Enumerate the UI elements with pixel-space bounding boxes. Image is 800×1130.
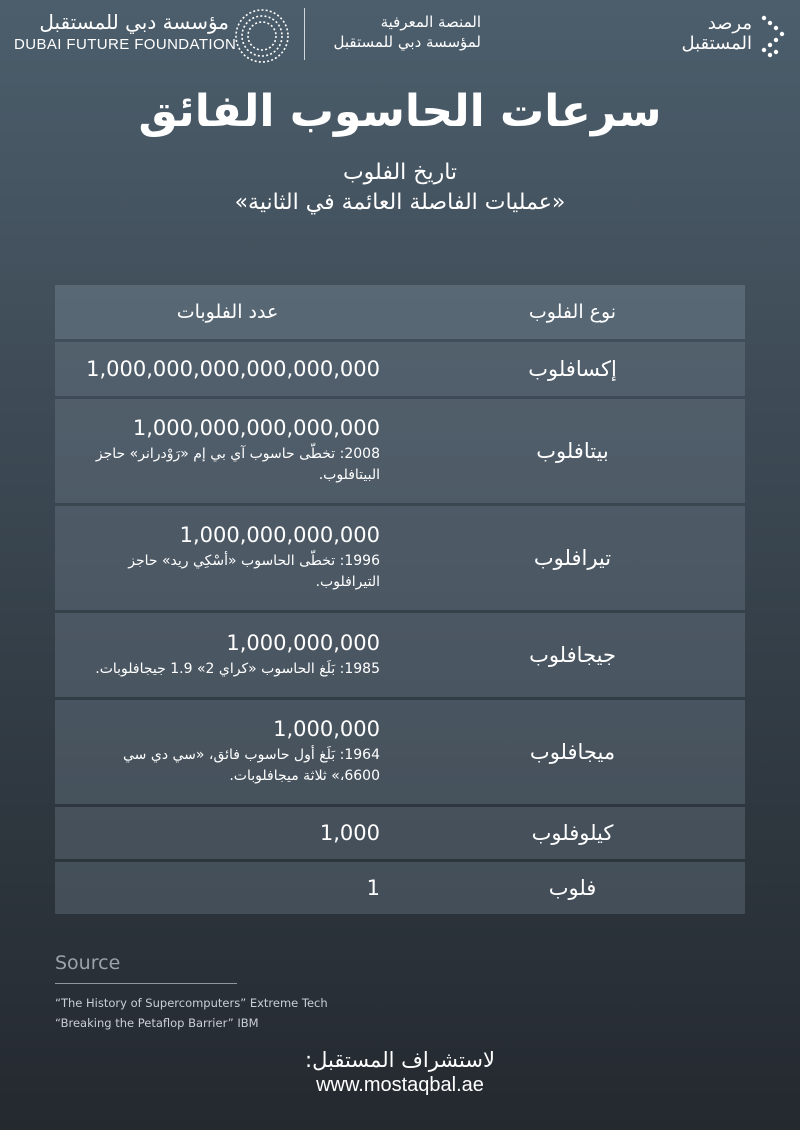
row-value-cell [55, 342, 400, 396]
table-row [55, 613, 745, 697]
table-row [55, 807, 745, 859]
flops-value: 1,000,000,000,000,000,000 [86, 357, 380, 381]
row-value-cell [55, 862, 400, 914]
flops-value: 1,000 [319, 821, 380, 845]
flops-type: إكسافلوب [528, 357, 617, 381]
foundation-logo-icon [234, 8, 290, 64]
page-title: سرعات الحاسوب الفائق [138, 86, 662, 137]
flops-value: 1,000,000,000,000 [179, 523, 380, 547]
milestone-note: 1964: بَلَغ أول حاسوب فائق، «سي دي سي 6600،» ثلاثة ميجافلوبات. [123, 747, 380, 784]
flops-table [55, 285, 745, 917]
table-row [55, 399, 745, 503]
flops-value: 1,000,000,000 [226, 630, 380, 655]
milestone-note: 2008: تخطّى حاسوب آي بي إم «رَوْدرانر» حاجز البيتافلوب. [95, 446, 380, 483]
flops-value: 1 [366, 876, 380, 900]
flops-type: بيتافلوب [536, 439, 609, 463]
footer-cta: لاستشراف المستقبل: [305, 1048, 495, 1072]
row-value-cell [55, 506, 400, 610]
observatory-line-1: مرصد [707, 13, 752, 34]
flops-type: تيرافلوب [533, 546, 612, 570]
flops-type: كيلوفلوب [531, 821, 614, 845]
foundation-name-ar: مؤسسة دبي للمستقبل [39, 10, 229, 34]
source-reference: “Breaking the Petaflop Barrier” IBM [55, 1016, 259, 1030]
website-link[interactable]: www.mostaqbal.ae [316, 1074, 484, 1096]
row-value-cell [55, 700, 400, 804]
table-header [55, 285, 745, 339]
flops-type: جيجافلوب [529, 643, 616, 667]
subtitle: تاريخ الفلوب [342, 160, 458, 185]
platform-line-1: المنصة المعرفية [380, 13, 481, 31]
source-underline [55, 983, 237, 984]
row-value-cell [55, 399, 400, 503]
row-value-cell [55, 613, 400, 697]
table-row [55, 700, 745, 804]
foundation-wordmark [14, 10, 236, 53]
milestone-note: 1996: تخطّى الحاسوب «أسْكِي ريد» حاجز التيرافلوب. [128, 553, 380, 590]
table-row [55, 506, 745, 610]
flops-value: 1,000,000 [273, 717, 380, 741]
table-row [55, 862, 745, 914]
observatory-line-2: المستقبل [681, 33, 752, 54]
source-heading: Source [55, 952, 121, 974]
milestone-note: 1985: بَلَغ الحاسوب «كراي 2» 1.9 جيجافلوبات. [95, 660, 380, 677]
foundation-name-en: DUBAI FUTURE FOUNDATION [14, 36, 237, 53]
observatory-label [681, 14, 752, 54]
header-divider [304, 8, 305, 60]
observatory-logo-icon [760, 14, 786, 58]
header-count: عدد الفلوبات [176, 301, 279, 323]
row-value-cell [55, 807, 400, 859]
table-row [55, 342, 745, 396]
source-reference: “The History of Supercomputers” Extreme Tech [55, 996, 328, 1010]
platform-line-2: لمؤسسة دبي للمستقبل [333, 33, 481, 51]
subtitle-definition: «عمليات الفاصلة العائمة في الثانية» [234, 190, 566, 215]
header-type: نوع الفلوب [528, 301, 617, 323]
flops-value: 1,000,000,000,000,000 [132, 416, 380, 440]
knowledge-platform-label [316, 12, 481, 52]
flops-type: فلوب [548, 876, 597, 900]
flops-type: ميجافلوب [529, 740, 616, 764]
